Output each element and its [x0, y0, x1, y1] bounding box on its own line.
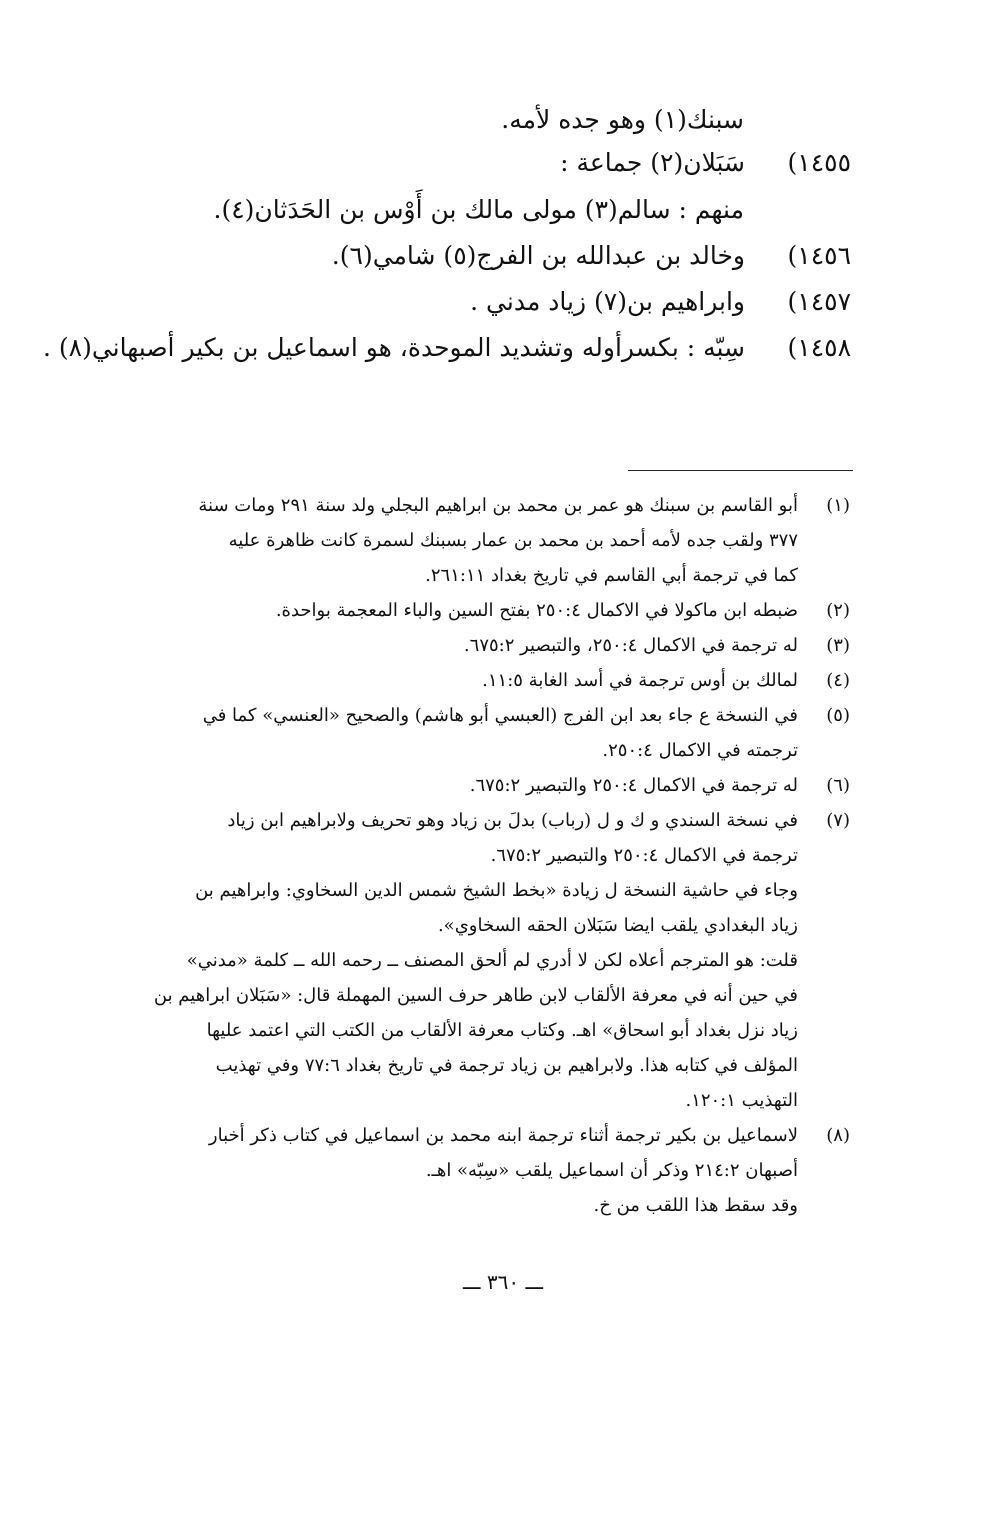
footnote-number: (٥) [826, 705, 850, 726]
footnote-line: التهذيب ١٢٠:١. [685, 1090, 798, 1111]
footnote-number: (٢) [826, 600, 850, 621]
footnote-line: له ترجمة في الاكمال ٢٥٠:٤ والتبصير ٦٧٥:٢. [469, 775, 798, 796]
footnote-7 [138, 803, 850, 1118]
footnote-line: لمالك بن أوس ترجمة في أسد الغابة ١١:٥. [482, 670, 798, 691]
footnote-number: (١) [826, 495, 850, 516]
entry-1456 [120, 236, 851, 276]
footnote-line: كما في ترجمة أبي القاسم في تاريخ بغداد ٢٦١:١١. [425, 565, 798, 586]
footnote-line: في حين أنه في معرفة الألقاب لابن طاهر حرف السين المهملة قال: «سَبَلان ابراهيم بن [153, 985, 798, 1006]
footnote-line: ترجمة في الاكمال ٢٥٠:٤ والتبصير ٦٧٥:٢. [490, 845, 798, 866]
footnote-line: أصبهان ٢١٤:٢ وذكر أن اسماعيل يلقب «سِبّه» اهـ. [425, 1160, 798, 1181]
footnote-8 [138, 1118, 850, 1223]
footnote-5 [138, 698, 850, 768]
entry-text: وابراهيم بن(٧) زياد مدني . [470, 287, 745, 316]
footnotes [138, 488, 850, 1223]
footnote-line: وجاء في حاشية النسخة ل زيادة «بخط الشيخ شمس الدين السخاوي: وابراهيم بن [195, 880, 798, 901]
main-line-text: منهم : سالم(٣) مولى مالك بن أَوْس بن الحَدَثان(٤). [213, 195, 744, 224]
footnote-line: وقد سقط هذا اللقب من خ. [593, 1195, 798, 1216]
entry-number: ١٤٥٨) [787, 333, 851, 362]
entry-text: سِبّه : بكسرأوله وتشديد الموحدة، هو اسماعيل بن بكير أصبهاني(٨) . [43, 333, 745, 362]
footnote-number: (٣) [826, 635, 850, 656]
main-line-text: سبنك(١) وهو جده لأمه. [501, 105, 744, 134]
entry-1457 [120, 282, 851, 322]
footnote-separator [628, 470, 853, 471]
footnote-line: ترجمته في الاكمال ٢٥٠:٤. [602, 740, 798, 761]
entry-number: ١٤٥٧) [787, 287, 851, 316]
footnote-line: له ترجمة في الاكمال ٢٥٠:٤، والتبصير ٦٧٥:٢. [463, 635, 798, 656]
main-line-continuation [501, 100, 744, 140]
footnote-number: (٦) [826, 775, 850, 796]
entry-number: ١٤٥٦) [787, 241, 851, 270]
footnote-number: (٧) [826, 810, 850, 831]
footnote-1 [138, 488, 850, 593]
footnote-4 [138, 663, 850, 698]
page-number: ـــ ٣٦٠ ـــ [462, 1270, 544, 1294]
entry-1458 [43, 328, 851, 368]
footnote-line: في نسخة السندي و ك و ل (رباب) بدلَ بن زياد وهو تحريف ولابراهيم ابن زياد [227, 810, 798, 831]
footnote-line: زياد نزل بغداد أبو اسحاق» اهـ. وكتاب معرفة الألقاب من الكتب التي اعتمد عليها [206, 1020, 798, 1041]
entry-1455 [120, 143, 851, 183]
footnote-line: قلت: هو المترجم أعلاه لكن لا أدري لم ألحق المصنف ــ رحمه الله ــ كلمة «مدني» [186, 950, 798, 971]
footnote-6 [138, 768, 850, 803]
footnote-line: ضبطه ابن ماكولا في الاكمال ٢٥٠:٤ بفتح السين والباء المعجمة بواحدة. [275, 600, 798, 621]
entry-text: سَبَلان(٢) جماعة : [560, 148, 745, 177]
main-line-continuation [214, 190, 745, 230]
footnote-number: (٤) [826, 670, 850, 691]
footnote-2 [138, 593, 850, 628]
footnote-line: في النسخة ع جاء بعد ابن الفرج (العبسي أبو هاشم) والصحيح «العنسي» كما في [202, 705, 798, 726]
footnote-line: ٣٧٧ ولقب جده لأمه أحمد بن محمد بن عمار بسبنك لسمرة كانت ظاهرة عليه [228, 530, 798, 551]
footnote-line: لاسماعيل بن بكير ترجمة أثناء ترجمة ابنه محمد بن اسماعيل في كتاب ذكر أخبار [208, 1125, 798, 1146]
footnote-line: زياد البغدادي يلقب ايضا سَبَلان الحقه السخاوي». [437, 915, 798, 936]
entry-number: ١٤٥٥) [787, 148, 851, 177]
entry-text: وخالد بن عبدالله بن الفرج(٥) شامي(٦). [331, 241, 745, 270]
footnote-line: المؤلف في كتابه هذا. ولابراهيم بن زياد ترجمة في تاريخ بغداد ٧٧:٦ وفي تهذيب [215, 1055, 798, 1076]
footnote-line: أبو القاسم بن سبنك هو عمر بن محمد بن ابراهيم البجلي ولد سنة ٢٩١ ومات سنة [198, 495, 798, 516]
footnote-number: (٨) [826, 1125, 850, 1146]
footnote-3 [138, 628, 850, 663]
